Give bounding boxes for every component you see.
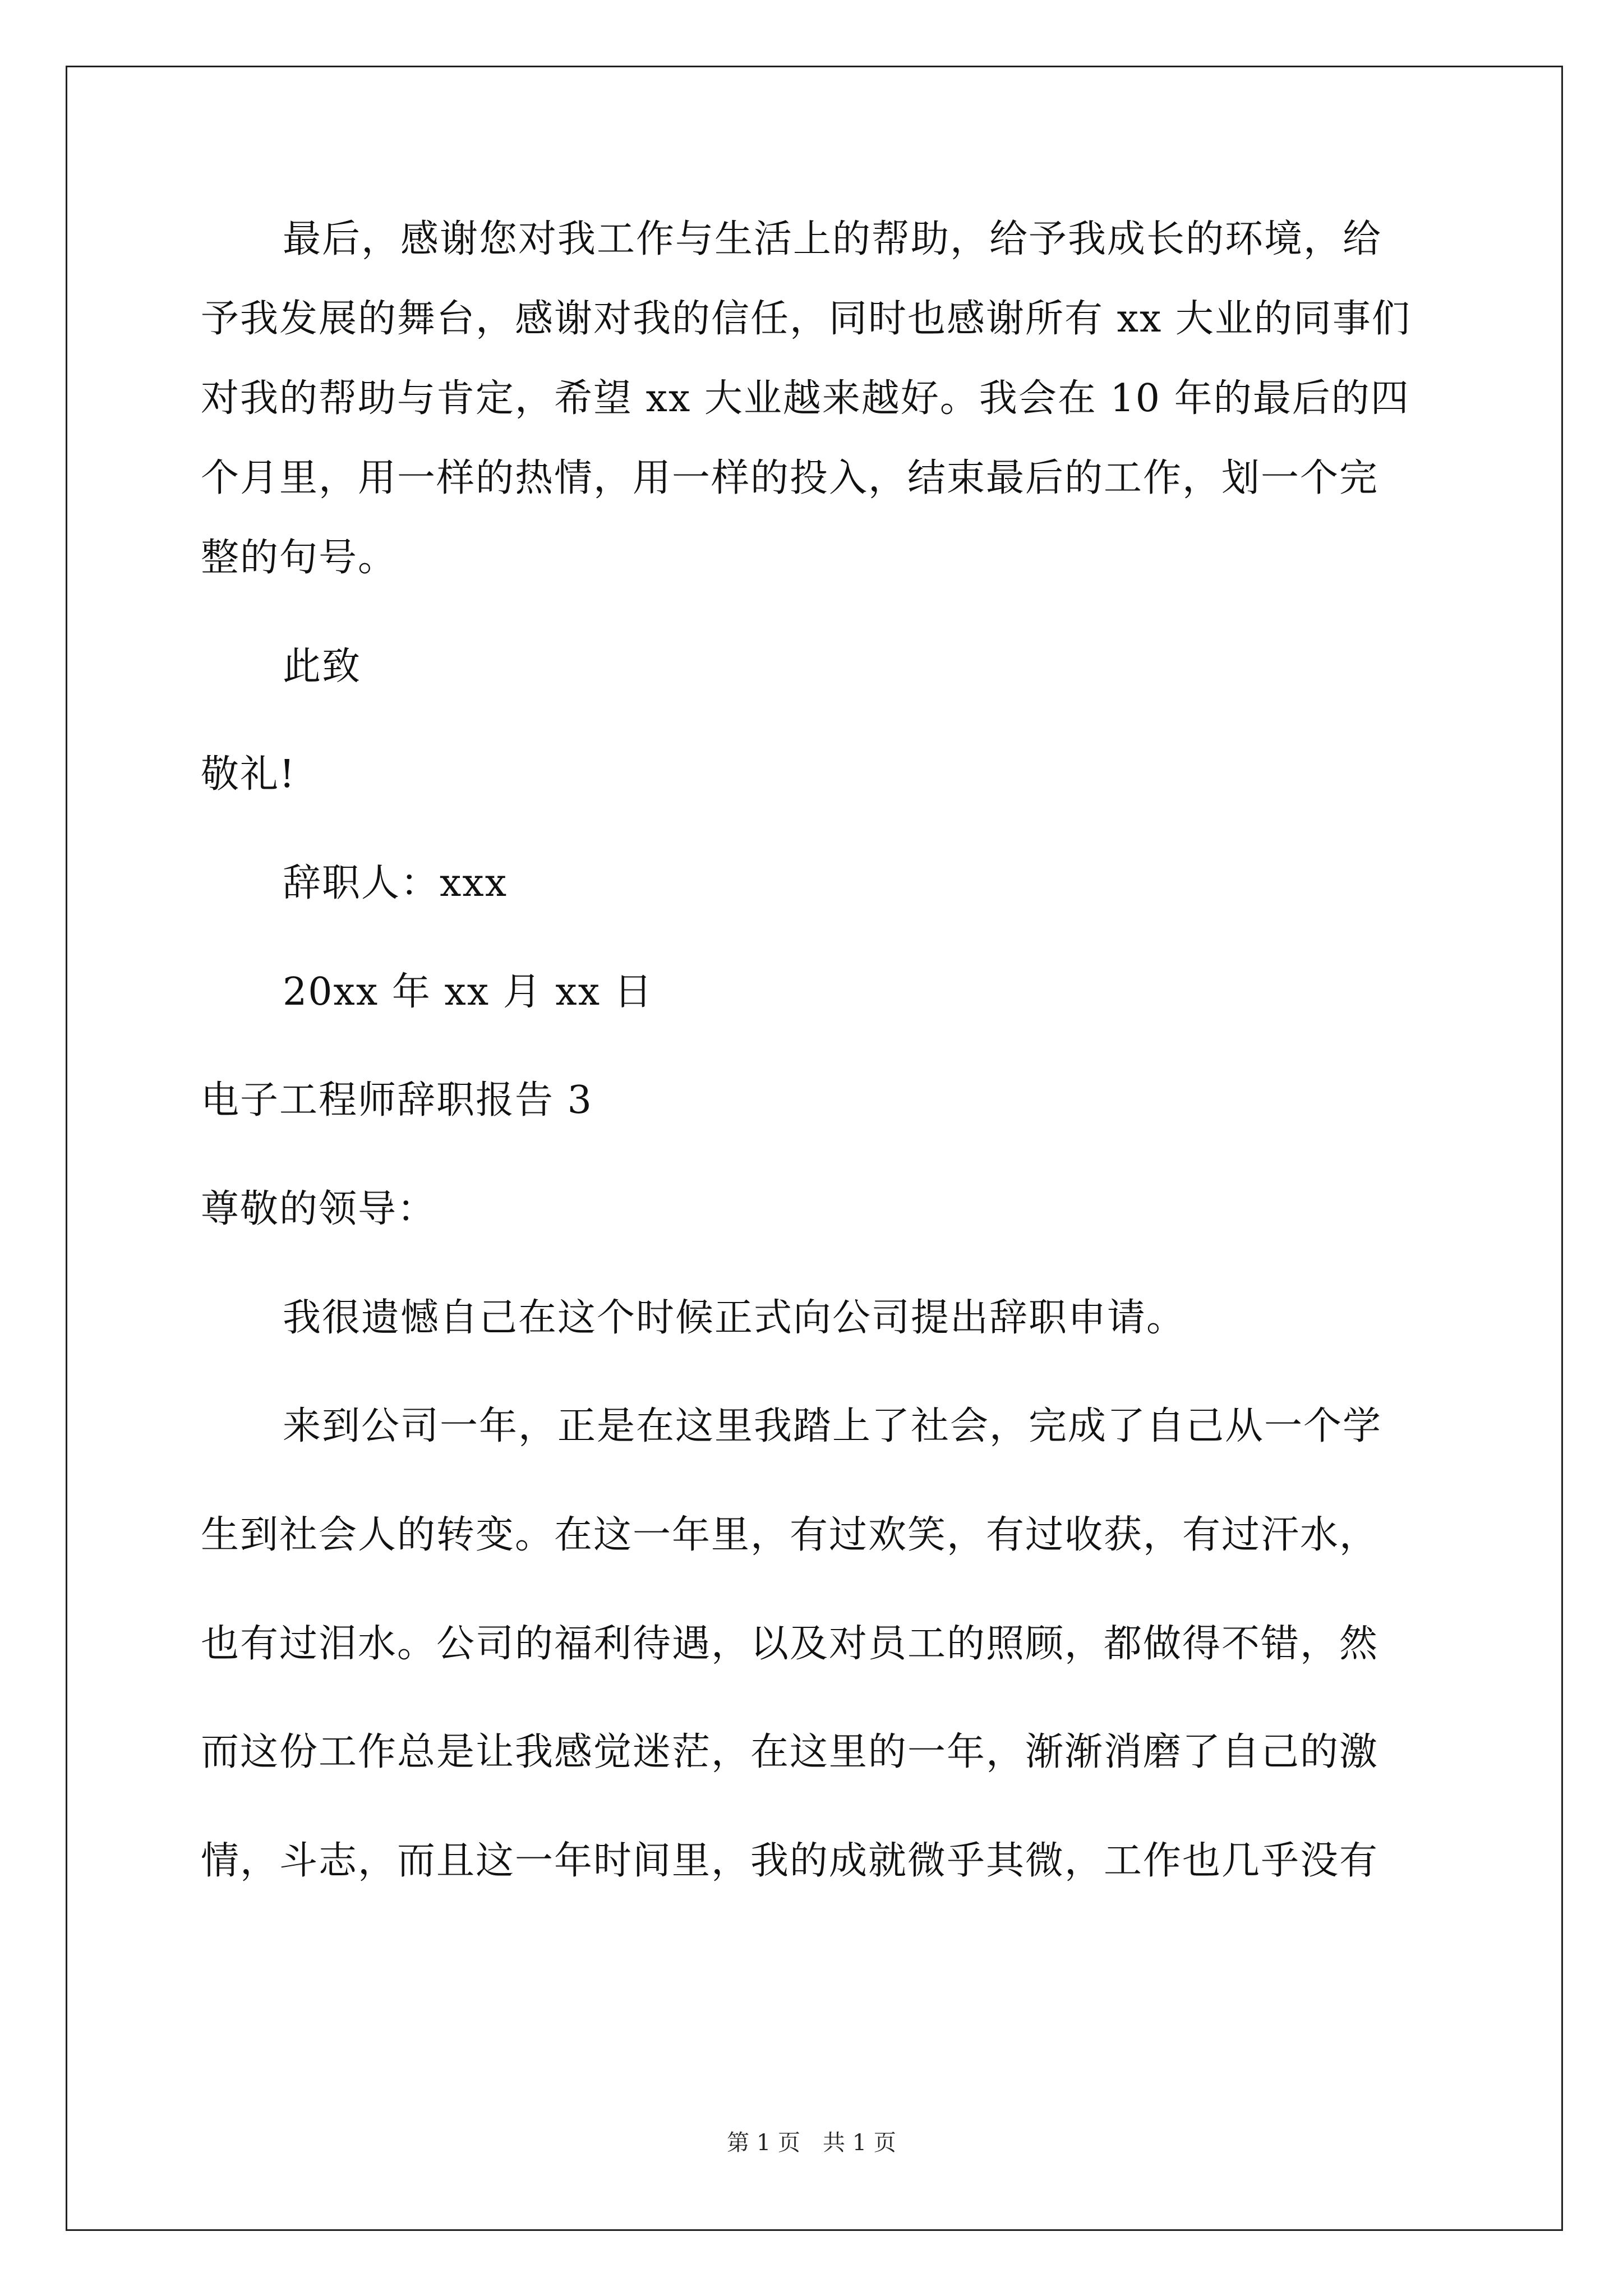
paragraph-line: 而这份工作总是让我感觉迷茫，在这里的一年，渐渐消磨了自己的激 bbox=[201, 1730, 1379, 1774]
paragraph-line: 个月里，用一样的热情，用一样的投入，结束最后的工作，划一个完 bbox=[201, 456, 1379, 500]
paragraph-line: 生到社会人的转变。在这一年里，有过欢笑，有过收获，有过汗水， bbox=[201, 1513, 1379, 1557]
closing-regards: 敬礼! bbox=[201, 752, 296, 797]
paragraph-line: 情，斗志，而且这一年时间里，我的成就微乎其微，工作也几乎没有 bbox=[201, 1839, 1379, 1883]
page-footer: 第 1 页 共 1 页 bbox=[727, 2130, 896, 2156]
signature-line: 辞职人：xxx bbox=[283, 861, 508, 905]
paragraph-line: 对我的帮助与肯定，希望 xx 大业越来越好。我会在 10 年的最后的四 bbox=[201, 376, 1410, 421]
paragraph-line: 整的句号。 bbox=[201, 536, 398, 580]
date-line: 20xx 年 xx 月 xx 日 bbox=[283, 970, 653, 1014]
section-title: 电子工程师辞职报告 3 bbox=[201, 1078, 593, 1122]
greeting: 尊敬的领导： bbox=[201, 1187, 437, 1231]
paragraph-line: 我很遗憾自己在这个时候正式向公司提出辞职申请。 bbox=[283, 1296, 1186, 1340]
paragraph-line: 予我发展的舞台，感谢对我的信任，同时也感谢所有 xx 大业的同事们 bbox=[201, 297, 1411, 341]
paragraph-line: 也有过泪水。公司的福利待遇，以及对员工的照顾，都做得不错，然 bbox=[201, 1622, 1379, 1666]
paragraph-line: 来到公司一年，正是在这里我踏上了社会，完成了自己从一个学 bbox=[283, 1404, 1382, 1448]
closing-salutation: 此致 bbox=[283, 645, 362, 689]
paragraph-line: 最后，感谢您对我工作与生活上的帮助，给予我成长的环境，给 bbox=[283, 217, 1382, 261]
